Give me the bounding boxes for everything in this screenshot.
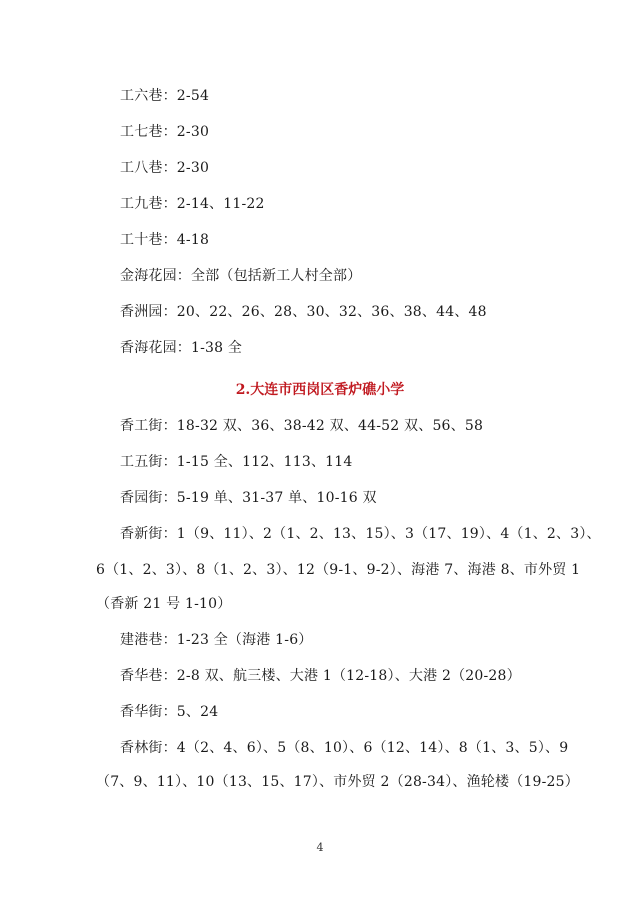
section-heading: 2.大连市西岗区香炉礁小学 — [235, 382, 405, 398]
address-line-jinhai-garden: 金海花园：全部（包括新工人村全部） — [120, 268, 362, 284]
address-line-xiangxin-street: 香新街：1（9、11）、2（1、2、13、15）、3（17、19）、4（1、2、3）、 — [120, 526, 601, 542]
address-line-xiangyuan-street: 香园街：5-19 单、31-37 单、10-16 双 — [120, 490, 377, 506]
address-line-gong-liu-xiang: 工六巷：2-54 — [120, 88, 210, 104]
address-line-xianghua-street: 香华街：5、24 — [120, 704, 219, 720]
address-line-xianglin-street: 香林街：4（2、4、6）、5（8、10）、6（12、14）、8（1、3、5）、9 — [120, 740, 569, 756]
address-line-gong-shi-xiang: 工十巷：4-18 — [120, 232, 210, 248]
page-number: 4 — [316, 841, 324, 854]
address-line-xianghua-xiang: 香华巷：2-8 双、航三楼、大港 1（12-18）、大港 2（20-28） — [120, 668, 521, 684]
address-line-gong-jiu-xiang: 工九巷：2-14、11-22 — [120, 196, 265, 212]
address-line-gongwu-street: 工五街：1-15 全、112、113、114 — [120, 454, 353, 470]
address-line-jiangang-xiang: 建港巷：1-23 全（海港 1-6） — [120, 632, 313, 648]
address-line-xianghai-garden: 香海花园：1-38 全 — [120, 340, 243, 356]
address-line-xianggong-street: 香工街：18-32 双、36、38-42 双、44-52 双、56、58 — [120, 418, 484, 434]
address-line-xianglin-street-cont: （7、9、11）、10（13、15、17）、市外贸 2（28-34）、渔轮楼（19-25） — [96, 774, 579, 790]
address-line-xiangxin-street-cont2: （香新 21 号 1-10） — [96, 596, 232, 612]
address-line-xiangzhou-garden: 香洲园：20、22、26、28、30、32、36、38、44、48 — [120, 304, 487, 320]
address-line-xiangxin-street-cont: 6（1、2、3）、8（1、2、3）、12（9-1、9-2）、海港 7、海港 8、市外贸 1 — [96, 562, 581, 578]
address-line-gong-qi-xiang: 工七巷：2-30 — [120, 124, 210, 140]
address-line-gong-ba-xiang: 工八巷：2-30 — [120, 160, 210, 176]
